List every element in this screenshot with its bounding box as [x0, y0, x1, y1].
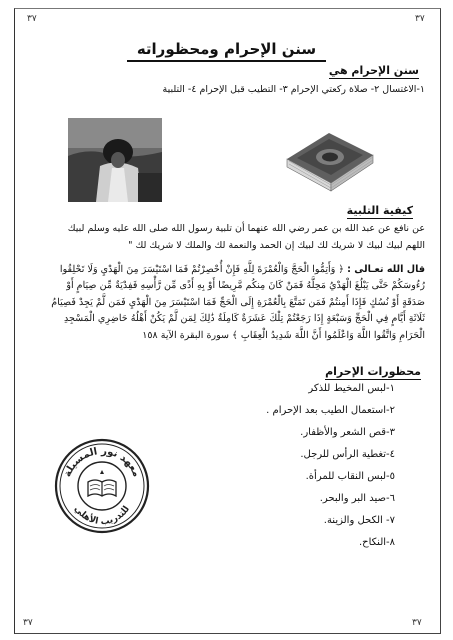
page-number-top-right: ٣٧ [415, 14, 425, 24]
page-title [0, 40, 453, 58]
mahzurat-item-6: ٦-صيد البر والبحر. [319, 493, 395, 504]
sunan-heading-text: سنن الإحرام هي [328, 64, 419, 77]
institute-stamp [52, 436, 152, 536]
mahzurat-item-5: ٥-لبس النقاب للمرأة. [305, 471, 395, 482]
verse-line-1 [23, 262, 425, 278]
talbiya-heading [347, 204, 413, 217]
mahzurat-heading-text: محظورات الإحرام [325, 365, 421, 378]
mahzurat-item-7: ٧- الكحل والزينة. [323, 515, 395, 526]
sunan-heading [329, 64, 419, 77]
mahzurat-item-4: ٤-تغطية الرأس للرجل. [300, 449, 395, 460]
mahzurat-heading [325, 365, 421, 378]
mahzurat-item-8: ٨-النكاح. [358, 537, 395, 548]
pilgrim-photo-icon [68, 118, 162, 202]
page-number-bottom-right: ٣٧ [412, 618, 422, 628]
talbiya-heading-text: كيفية التلبية [346, 204, 413, 217]
svg-text:للتدريب الأهلي [72, 504, 132, 527]
stamp-bottom-text: للتدريب الأهلي [71, 504, 133, 528]
talbiya-line-2: اللهم لبيك لبيك لا شريك لك لبيك إن الحمد والنعمة لك والملك لا شريك لك " [128, 240, 425, 251]
page-number-top-left: ٣٧ [27, 14, 37, 24]
verse-intro: قال الله تعـالى : [347, 264, 425, 275]
quran-book-icon [281, 125, 377, 197]
page-number-bottom-left: ٣٧ [23, 618, 33, 628]
verse-line-3: صَدَقَةٍ أَوْ نُسُكٍ فَإِذَا أَمِنتُمْ فَمَن تَمَتَّعَ بِالْعُمْرَةِ إِلَى الْحَجِّ فَمَا اسْتَيْسَرَ مِنَ الْهَدْيِ فَمَن لَّمْ يَجِدْ فَصِيَامُ [51, 296, 425, 308]
mahzurat-item-2: ٢-استعمال الطيب بعد الإحرام . [266, 405, 395, 416]
stamp-top-text: معهد نور المسيلة [62, 445, 142, 479]
pilgrim-photo [68, 118, 162, 202]
verse-line-4: ثَلَاثَةِ أَيَّامٍ فِي الْحَجِّ وَسَبْعَةٍ إِذَا رَجَعْتُمْ تِلْكَ عَشَرَةٌ كَامِلَةٌ ذَٰلِكَ لِمَن لَّمْ يَكُنْ أَهْلُهُ حَاضِرِي الْمَسْجِدِ [63, 313, 425, 325]
mahzurat-item-3: ٣-قص الشعر والأظفار. [300, 427, 395, 438]
page-title-text: سنن الإحرام ومحظوراته [127, 40, 326, 62]
mahzurat-item-1: ١-لبس المخيط للذكر [308, 383, 395, 394]
talbiya-line-1: عن نافع عن عبد الله بن عمر رضي الله عنهما أن تلبية رسول الله صلى الله عليه وسلم لبيك [67, 223, 425, 234]
sunan-items: ١-الاغتسال ٢- صلاة ركعتي الإحرام ٣- التطيب قبل الإحرام ٤- التلبية [162, 84, 425, 95]
stamp-book-icon [88, 470, 116, 496]
quran-verse-block [23, 262, 425, 344]
verse-line-1-text: ﴿ وَأَتِمُّوا الْحَجَّ وَالْعُمْرَةَ لِلَّهِ فَإِنْ أُحْصِرْتُمْ فَمَا اسْتَيْسَرَ مِنَ الْهَدْيِ وَلَا تَحْلِقُوا [59, 264, 345, 275]
verse-line-5: الْحَرَامِ وَاتَّقُوا اللَّهَ وَاعْلَمُوا أَنَّ اللَّهَ شَدِيدُ الْعِقَابِ ﴾ سورة البقرة الآية ١٥٨ [142, 329, 425, 341]
verse-line-2: رُءُوسَكُمْ حَتَّى يَبْلُغَ الْهَدْيُ مَحِلَّهُ فَمَنْ كَانَ مِنكُم مَّرِيضًا أَوْ بِهِ أَذًى مِّن رَّأْسِهِ فَفِدْيَةٌ مِّن صِيَامٍ أَوْ [66, 280, 425, 292]
